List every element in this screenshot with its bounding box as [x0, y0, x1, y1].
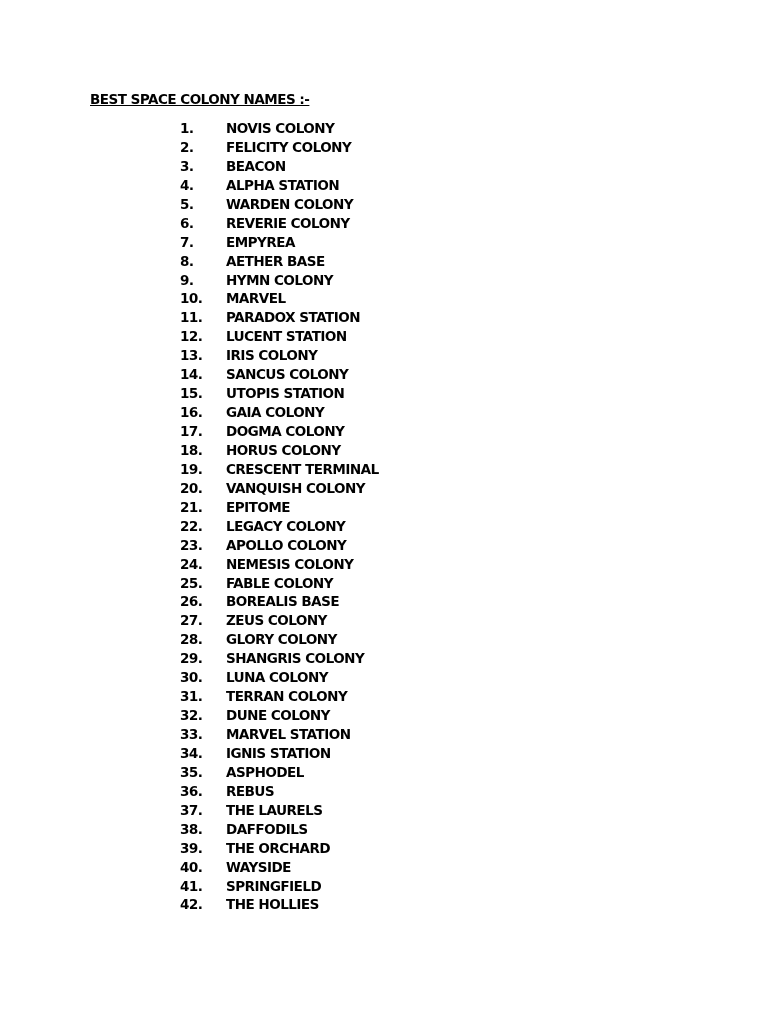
list-item-name: UTOPIS STATION — [226, 386, 345, 403]
list-item-name: VANQUISH COLONY — [226, 480, 366, 497]
list-item-name: TERRAN COLONY — [226, 689, 348, 706]
list-item — [180, 253, 379, 272]
list-item — [180, 745, 379, 764]
list-item — [180, 764, 379, 783]
list-item-number: 24. — [180, 556, 203, 573]
list-item-number: 34. — [180, 745, 203, 762]
list-item-name: DAFFODILS — [226, 821, 308, 838]
list-item — [180, 385, 379, 404]
list-item-number: 22. — [180, 518, 203, 535]
list-item-number: 8. — [180, 253, 194, 270]
list-item-name: ALPHA STATION — [226, 177, 340, 194]
list-item-name: GAIA COLONY — [226, 405, 325, 422]
list-item-name: LUCENT STATION — [226, 329, 347, 346]
list-item-name: SHANGRIS COLONY — [226, 651, 365, 668]
list-item-name: ASPHODEL — [226, 764, 304, 781]
list-item — [180, 328, 379, 347]
list-item-name: CRESCENT TERMINAL — [226, 461, 379, 478]
list-item — [180, 802, 379, 821]
list-item — [180, 442, 379, 461]
list-item-name: DOGMA COLONY — [226, 424, 345, 440]
list-item — [180, 177, 379, 196]
list-item-name: WARDEN COLONY — [226, 196, 354, 213]
list-item-number: 25. — [180, 575, 203, 592]
list-item-number: 16. — [180, 405, 203, 422]
list-item-number: 12. — [180, 329, 203, 346]
list-item — [180, 309, 379, 328]
list-item — [180, 556, 379, 575]
list-item-number: 35. — [180, 764, 203, 781]
list-item — [180, 593, 379, 612]
list-item-name: THE LAURELS — [226, 802, 323, 819]
list-item-number: 30. — [180, 670, 203, 687]
list-item-name: DUNE COLONY — [226, 708, 330, 725]
list-item-name: LUNA COLONY — [226, 670, 329, 687]
list-item — [180, 290, 379, 309]
list-item-name: PARADOX STATION — [226, 310, 361, 327]
list-item-number: 36. — [180, 783, 203, 800]
list-item — [180, 688, 379, 707]
list-item-number: 10. — [180, 291, 203, 308]
list-item-name: FELICITY COLONY — [226, 139, 352, 156]
list-item-number: 7. — [180, 234, 194, 251]
list-item-number: 13. — [180, 348, 203, 365]
list-item-name: GLORY COLONY — [226, 632, 337, 649]
list-item — [180, 859, 379, 878]
list-item-number: 11. — [180, 310, 203, 327]
list-item-number: 29. — [180, 651, 203, 668]
list-item-number: 26. — [180, 594, 203, 611]
list-item — [180, 234, 379, 253]
list-item — [180, 215, 379, 234]
list-item — [180, 272, 379, 291]
list-item-number: 33. — [180, 727, 203, 743]
list-item — [180, 480, 379, 499]
list-item — [180, 669, 379, 688]
list-item-name: THE HOLLIES — [226, 897, 319, 914]
list-item — [180, 726, 379, 745]
list-item-number: 6. — [180, 215, 194, 232]
list-item-number: 28. — [180, 632, 203, 649]
list-item — [180, 878, 379, 897]
list-item — [180, 612, 379, 631]
list-item-number: 37. — [180, 802, 203, 819]
list-item-name: NEMESIS COLONY — [226, 556, 354, 573]
list-item-number: 32. — [180, 708, 203, 725]
list-item-number: 17. — [180, 424, 203, 440]
list-item-name: AETHER BASE — [226, 253, 325, 270]
list-item-number: 23. — [180, 537, 203, 554]
list-item — [180, 499, 379, 518]
list-item-name: BOREALIS BASE — [226, 594, 340, 611]
list-item-number: 19. — [180, 461, 203, 478]
list-item-number: 42. — [180, 897, 203, 914]
list-item — [180, 120, 379, 139]
list-item-number: 20. — [180, 480, 203, 497]
list-item — [180, 783, 379, 802]
list-item-name: HYMN COLONY — [226, 272, 334, 289]
list-item-name: FABLE COLONY — [226, 575, 333, 592]
list-item-name: MARVEL — [226, 291, 286, 308]
list-item-number: 27. — [180, 613, 203, 630]
colony-name-list — [180, 120, 379, 915]
list-item — [180, 366, 379, 385]
list-item-name: THE ORCHARD — [226, 840, 331, 857]
list-item — [180, 575, 379, 594]
list-item-number: 1. — [180, 121, 194, 137]
list-item-name: SPRINGFIELD — [226, 878, 322, 895]
list-item-name: WAYSIDE — [226, 859, 291, 876]
list-item — [180, 518, 379, 537]
list-item — [180, 650, 379, 669]
list-item — [180, 404, 379, 423]
list-item-name: BEACON — [226, 158, 286, 175]
list-item — [180, 896, 379, 915]
list-item-name: LEGACY COLONY — [226, 518, 346, 535]
list-item-number: 31. — [180, 689, 203, 706]
list-item-name: ZEUS COLONY — [226, 613, 327, 630]
document-title: BEST SPACE COLONY NAMES :- — [90, 92, 310, 108]
list-item-name: MARVEL STATION — [226, 727, 351, 743]
list-item-number: 4. — [180, 177, 194, 194]
list-item-number: 9. — [180, 272, 194, 289]
list-item — [180, 347, 379, 366]
list-item-name: IRIS COLONY — [226, 348, 318, 365]
list-item-name: IGNIS STATION — [226, 745, 331, 762]
list-item-name: REBUS — [226, 783, 275, 800]
list-item-name: NOVIS COLONY — [226, 121, 335, 137]
list-item — [180, 139, 379, 158]
list-item — [180, 196, 379, 215]
list-item-name: EPITOME — [226, 499, 290, 516]
list-item-number: 3. — [180, 158, 194, 175]
list-item — [180, 537, 379, 556]
list-item-number: 5. — [180, 196, 194, 213]
list-item — [180, 158, 379, 177]
list-item-number: 41. — [180, 878, 203, 895]
list-item-name: SANCUS COLONY — [226, 367, 349, 384]
list-item — [180, 707, 379, 726]
list-item-name: REVERIE COLONY — [226, 215, 350, 232]
list-item-number: 2. — [180, 139, 194, 156]
list-item — [180, 461, 379, 480]
list-item-name: HORUS COLONY — [226, 442, 341, 459]
list-item — [180, 423, 379, 442]
list-item-number: 14. — [180, 367, 203, 384]
list-item-name: EMPYREA — [226, 234, 295, 251]
list-item-number: 39. — [180, 840, 203, 857]
list-item-number: 40. — [180, 859, 203, 876]
list-item-number: 18. — [180, 442, 203, 459]
list-item-name: APOLLO COLONY — [226, 537, 347, 554]
list-item — [180, 821, 379, 840]
list-item-number: 38. — [180, 821, 203, 838]
list-item-number: 15. — [180, 386, 203, 403]
list-item — [180, 840, 379, 859]
list-item — [180, 631, 379, 650]
list-item-number: 21. — [180, 499, 203, 516]
